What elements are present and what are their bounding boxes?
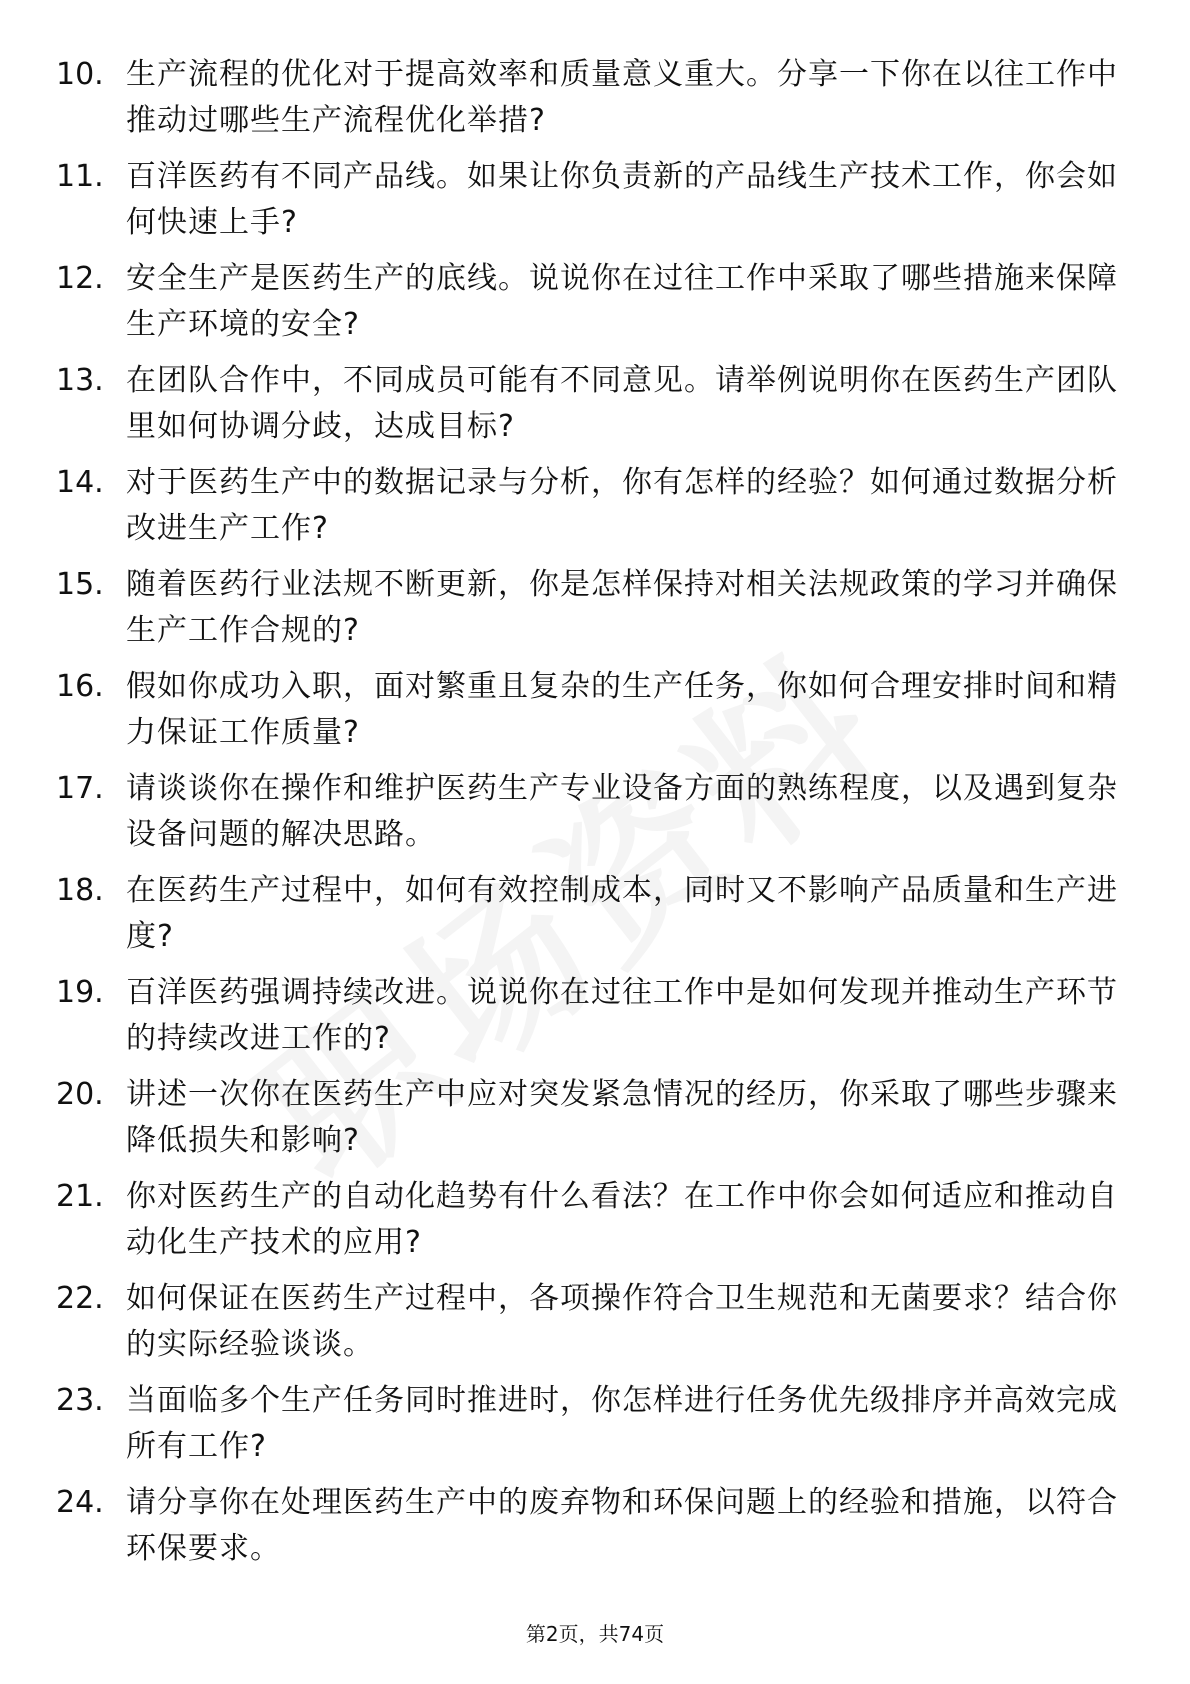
question-item (56, 1378, 1136, 1480)
question-list (56, 52, 1136, 1582)
question-number: 13. (56, 363, 104, 398)
question-text: 在团队合作中，不同成员可能有不同意见。请举例说明你在医药生产团队里如何协调分歧，达成目标? (126, 363, 1118, 444)
question-number: 16. (56, 669, 104, 704)
question-item (56, 1072, 1136, 1174)
question-item (56, 358, 1136, 460)
question-text: 假如你成功入职，面对繁重且复杂的生产任务，你如何合理安排时间和精力保证工作质量? (126, 669, 1118, 750)
question-number: 15. (56, 567, 104, 602)
question-text: 当面临多个生产任务同时推进时，你怎样进行任务优先级排序并高效完成所有工作? (126, 1383, 1118, 1464)
question-text: 在医药生产过程中，如何有效控制成本，同时又不影响产品质量和生产进度? (126, 873, 1118, 954)
question-text: 生产流程的优化对于提高效率和质量意义重大。分享一下你在以往工作中推动过哪些生产流程优化举措? (126, 57, 1118, 138)
question-item (56, 52, 1136, 154)
question-text: 请谈谈你在操作和维护医药生产专业设备方面的熟练程度，以及遇到复杂设备问题的解决思路。 (126, 771, 1118, 852)
question-text: 你对医药生产的自动化趋势有什么看法？在工作中你会如何适应和推动自动化生产技术的应用? (126, 1179, 1118, 1260)
question-text: 对于医药生产中的数据记录与分析，你有怎样的经验？如何通过数据分析改进生产工作? (126, 465, 1118, 546)
question-item (56, 154, 1136, 256)
question-text: 百洋医药强调持续改进。说说你在过往工作中是如何发现并推动生产环节的持续改进工作的? (126, 975, 1118, 1056)
question-number: 18. (56, 873, 104, 908)
question-text: 安全生产是医药生产的底线。说说你在过往工作中采取了哪些措施来保障生产环境的安全? (126, 261, 1118, 342)
question-number: 12. (56, 261, 104, 296)
question-number: 24. (56, 1485, 104, 1520)
question-item (56, 1276, 1136, 1378)
question-text: 随着医药行业法规不断更新，你是怎样保持对相关法规政策的学习并确保生产工作合规的? (126, 567, 1118, 648)
question-number: 17. (56, 771, 104, 806)
question-item (56, 868, 1136, 970)
page-footer: 第2页，共74页 (525, 1622, 665, 1646)
question-number: 11. (56, 159, 104, 194)
question-number: 10. (56, 57, 104, 92)
question-text: 百洋医药有不同产品线。如果让你负责新的产品线生产技术工作，你会如何快速上手? (126, 159, 1118, 240)
question-item (56, 256, 1136, 358)
question-item (56, 460, 1136, 562)
question-item (56, 562, 1136, 664)
question-number: 23. (56, 1383, 104, 1418)
question-number: 22. (56, 1281, 104, 1316)
question-number: 21. (56, 1179, 104, 1214)
question-item (56, 766, 1136, 868)
question-number: 14. (56, 465, 104, 500)
question-number: 20. (56, 1077, 104, 1112)
question-text: 讲述一次你在医药生产中应对突发紧急情况的经历，你采取了哪些步骤来降低损失和影响? (126, 1077, 1118, 1158)
question-text: 如何保证在医药生产过程中，各项操作符合卫生规范和无菌要求？结合你的实际经验谈谈。 (126, 1281, 1118, 1362)
question-number: 19. (56, 975, 104, 1010)
question-item (56, 1480, 1136, 1582)
question-item (56, 1174, 1136, 1276)
question-item (56, 664, 1136, 766)
question-item (56, 970, 1136, 1072)
question-text: 请分享你在处理医药生产中的废弃物和环保问题上的经验和措施，以符合环保要求。 (126, 1485, 1118, 1566)
